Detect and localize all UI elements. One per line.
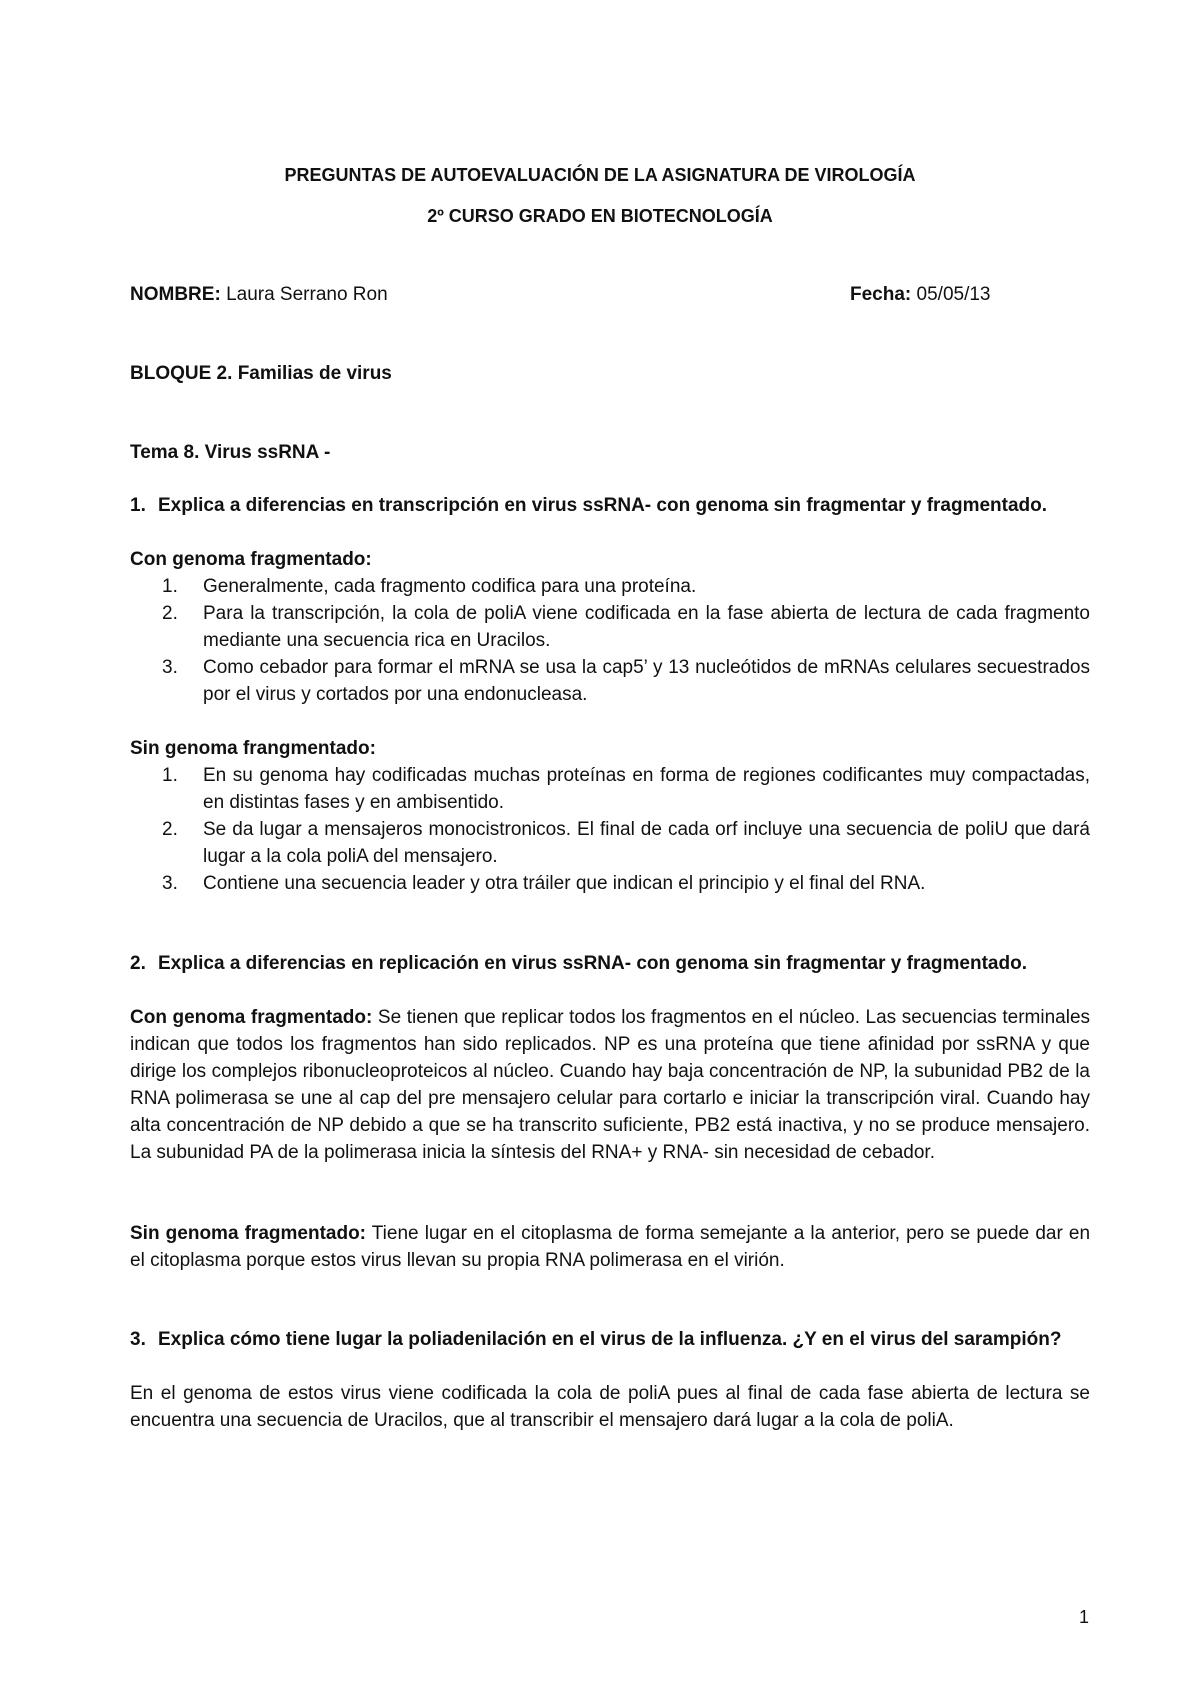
block-title: Familias de virus [237, 363, 392, 384]
page-number: 1 [1079, 1607, 1090, 1627]
q2-unfragmented-text: Tiene lugar en el citoplasma de forma semejante a la anterior, pero se puede dar en el citoplasma porque estos virus llevan su propia RNA polimerasa en el virión. [130, 1223, 1091, 1271]
question-1-number: 1. [130, 495, 146, 516]
q2-fragmented-paragraph [130, 1004, 1090, 1166]
list-item: 3. Contiene una secuencia leader y otra tráiler que indican el principio y el final del RNA. [162, 873, 926, 894]
date-value: 05/05/13 [916, 284, 991, 305]
q3-answer-paragraph: En el genoma de estos virus viene codificada la cola de poliA pues al final de cada fase abierta de lectura se encuentra una secuencia de Uracilos, que al transcribir el mensajero dará lugar a la cola de poliA. [130, 1383, 1090, 1431]
q1-section-fragmented-heading: Con genoma fragmentado: [130, 549, 372, 570]
date-line [850, 281, 991, 308]
list-item: 1. Generalmente, cada fragmento codifica para una proteína. [162, 576, 697, 597]
q1-unfragmented-list [162, 762, 1090, 897]
question-2-text: Explica a diferencias en replicación en virus ssRNA- con genoma sin fragmentar y fragmentado. [158, 953, 1027, 974]
q2-fragmented-text: Se tienen que replicar todos los fragmentos en el núcleo. Las secuencias terminales indican que todos los fragmentos han sido replicados. NP es una proteína que tiene afinidad por ssRNA y que dirige los complejos ribonucleoproteicos al núcleo. Cuando hay baja concentración de NP, la subunidad PB2 de la RNA polimerasa se une al cap del pre mensajero celular para cortarlo e iniciar la transcripción viral. Cuando hay alta concentración de NP debido a que se ha transcrito suficiente, PB2 está inactiva, y no se produce mensajero. La subunidad PA de la polimerasa inicia la síntesis del RNA+ y RNA- sin necesidad de cebador. [130, 1007, 1091, 1163]
question-2-number: 2. [130, 953, 146, 974]
q1-fragmented-list [162, 573, 1090, 708]
list-item: 2. Se da lugar a mensajeros monocistronicos. El final de cada orf incluye una secuencia de poliU que dará lugar a la cola poliA del mensajero. [162, 819, 1090, 867]
question-3-number: 3. [130, 1329, 146, 1350]
date-label: Fecha: [850, 284, 912, 305]
q2-fragmented-label: Con genoma fragmentado: [130, 1007, 373, 1028]
student-name-line [130, 281, 388, 308]
list-item: 2. Para la transcripción, la cola de poliA viene codificada en la fase abierta de lectura de cada fragmento mediante una secuencia rica en Uracilos. [162, 603, 1090, 651]
name-value: Laura Serrano Ron [226, 284, 388, 305]
q1-section-unfragmented-heading: Sin genoma frangmentado: [130, 738, 376, 759]
list-item: 1. En su genoma hay codificadas muchas proteínas en forma de regiones codificantes muy compactadas, en distintas fases y en ambisentido. [162, 765, 1090, 813]
document-title: PREGUNTAS DE AUTOEVALUACIÓN DE LA ASIGNATURA DE VIROLOGÍA [284, 165, 916, 185]
block-heading [130, 360, 392, 387]
list-item: 3. Como cebador para formar el mRNA se usa la cap5’ y 13 nucleótidos de mRNAs celulares secuestrados por el virus y cortados por una endonucleasa. [162, 657, 1090, 705]
name-label: NOMBRE: [130, 284, 221, 305]
question-1-text: Explica a diferencias en transcripción en virus ssRNA- con genoma sin fragmentar y fragmentado. [158, 495, 1048, 516]
block-label: BLOQUE 2. [130, 363, 233, 384]
document-subtitle: 2º CURSO GRADO EN BIOTECNOLOGÍA [427, 206, 773, 226]
topic-heading: Tema 8. Virus ssRNA - [130, 442, 331, 463]
q2-unfragmented-label: Sin genoma fragmentado: [130, 1223, 367, 1244]
q2-unfragmented-paragraph [130, 1220, 1090, 1274]
question-3-text: Explica cómo tiene lugar la poliadenilación en el virus de la influenza. ¿Y en el virus del sarampión? [158, 1329, 1062, 1350]
